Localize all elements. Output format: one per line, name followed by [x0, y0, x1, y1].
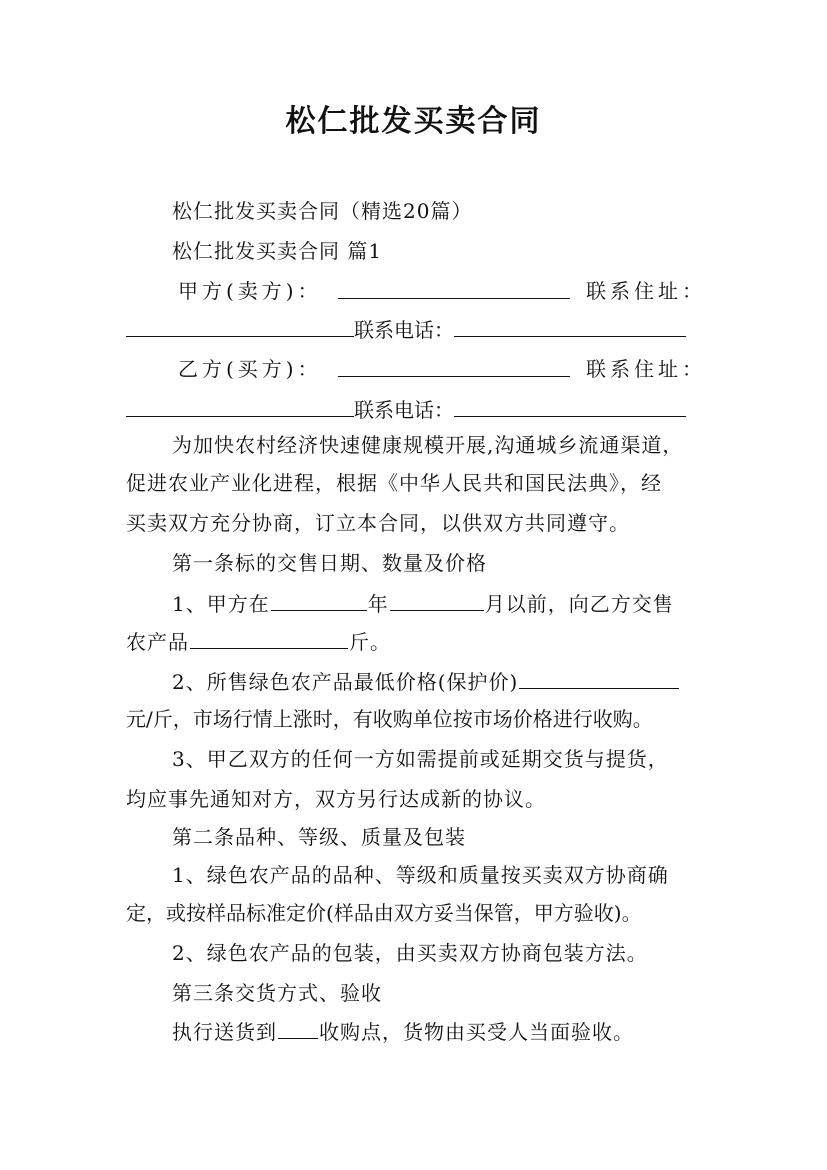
section1-item3-line1: 3、甲乙双方的任何一方如需提前或延期交货与提货，	[172, 747, 669, 771]
section3-heading: 第三条交货方式、验收	[172, 981, 382, 1005]
party-a-phone-row	[126, 314, 706, 344]
section2-item2: 2、绿色农产品的包装，由买卖双方协商包装方法。	[172, 941, 648, 965]
month-blank	[390, 588, 484, 611]
price-blank	[519, 666, 679, 689]
section1-item1-text-a: 1、甲方在	[172, 592, 270, 616]
intro-line-1: 为加快农村经济快速健康规模开展,沟通城乡流通渠道，	[172, 433, 684, 457]
party-a-address-blank	[126, 314, 354, 337]
party-a-address-label: 联系住址：	[585, 279, 706, 303]
party-b-phone-blank	[454, 394, 686, 417]
section1-heading: 第一条标的交售日期、数量及价格	[172, 551, 487, 575]
section3-item1-text-b: 收购点，货物由买受人当面验收。	[319, 1020, 634, 1044]
party-b-row	[126, 354, 706, 384]
section3-item1-text-a: 执行送货到	[172, 1020, 277, 1044]
section1-item2-line2: 元/斤，市场行情上涨时，有收购单位按市场价格进行收购。	[126, 707, 653, 731]
section1-item1-line2	[126, 626, 706, 656]
section1-item2-text-a: 2、所售绿色农产品最低价格(保护价)	[172, 670, 519, 694]
section2-item1-line1: 1、绿色农产品的品种、等级和质量按买卖双方协商确	[172, 863, 669, 887]
party-b-name-blank	[338, 354, 570, 377]
party-b-phone-row	[126, 394, 706, 424]
party-a-phone-blank	[454, 314, 686, 337]
party-a-row	[126, 276, 706, 306]
party-b-label: 乙方(买方)：	[178, 357, 322, 381]
section2-item1-line2: 定，或按样品标准定价(样品由双方妥当保管，甲方验收)。	[126, 901, 642, 925]
section1-item1-line1	[126, 588, 706, 618]
section1-item2-line1	[126, 666, 706, 696]
party-a-phone-label: 联系电话：	[354, 318, 454, 342]
section1-item1-text-e: 斤。	[349, 630, 391, 654]
party-b-address-blank	[126, 394, 354, 417]
party-a-name-blank	[338, 276, 570, 299]
collection-point-blank	[278, 1016, 318, 1039]
article-heading: 松仁批发买卖合同 篇1	[172, 239, 383, 263]
quantity-blank	[190, 626, 348, 649]
party-b-address-label: 联系住址：	[585, 357, 706, 381]
section2-heading: 第二条品种、等级、质量及包装	[172, 825, 466, 849]
intro-line-3: 买卖双方充分协商，订立本合同，以供双方共同遵守。	[126, 511, 630, 535]
document-title: 松仁批发买卖合同	[285, 104, 542, 139]
document-subtitle: 松仁批发买卖合同（精选20篇）	[172, 199, 473, 223]
party-a-label: 甲方(卖方)：	[178, 279, 322, 303]
year-blank	[271, 588, 367, 611]
section1-item1-text-c: 月以前，向乙方交售	[484, 592, 674, 616]
section1-item1-text-d: 农产品	[126, 630, 189, 654]
section1-item1-text-b: 年	[367, 592, 389, 616]
section3-item1	[126, 1016, 706, 1046]
intro-line-2: 促进农业产业化进程，根据《中华人民共和国民法典》，经	[126, 471, 662, 495]
section1-item3-line2: 均应事先通知对方，双方另行达成新的协议。	[126, 787, 546, 811]
party-b-phone-label: 联系电话：	[354, 398, 454, 422]
